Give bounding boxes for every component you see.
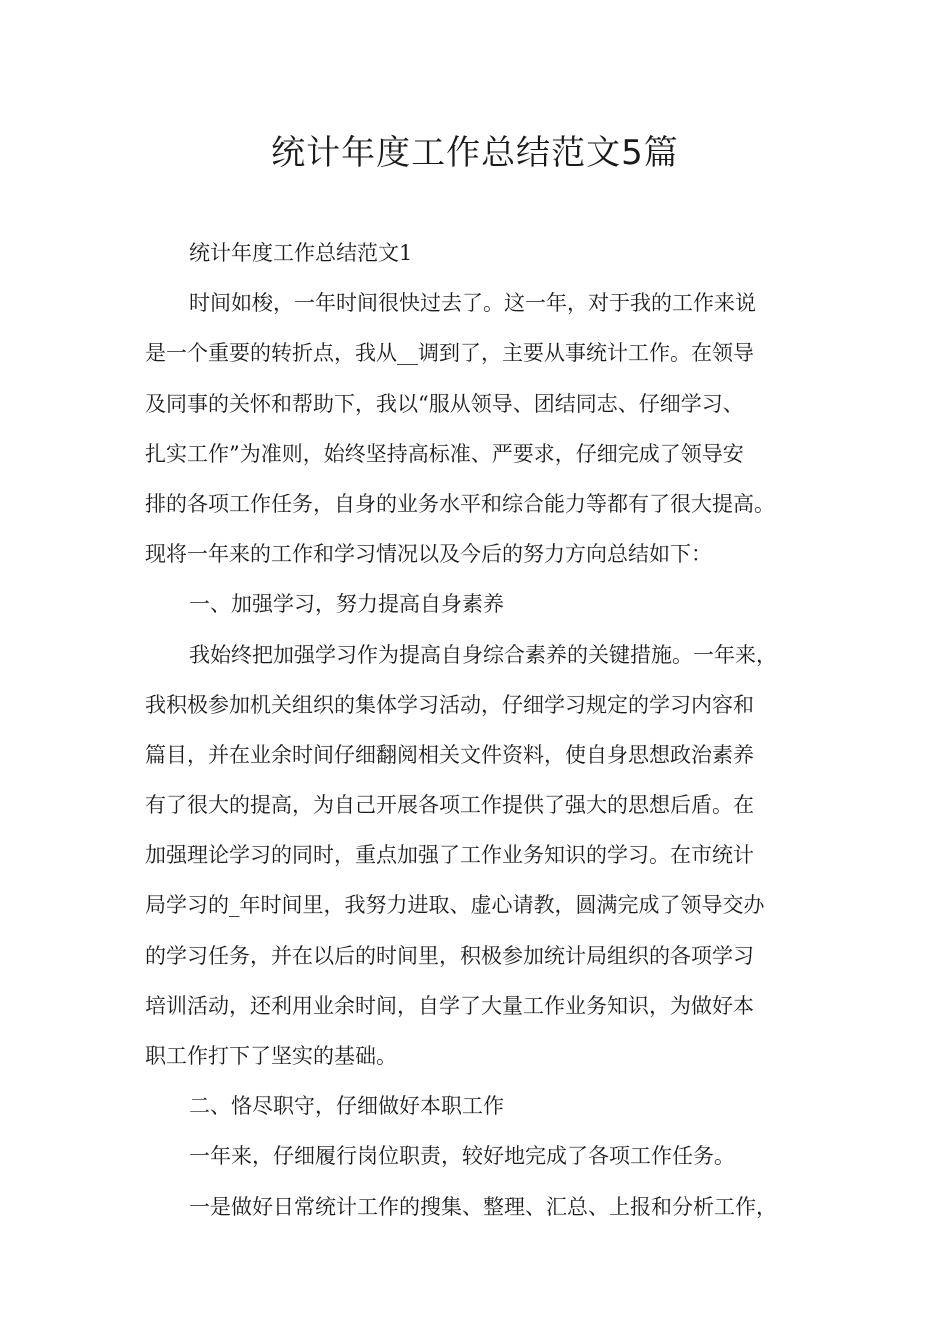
paragraph-first-line: 时间如梭，一年时间很快过去了。这一年，对于我的工作来说: [189, 291, 756, 316]
document-body: [145, 228, 825, 1232]
paragraph-first-line: 二、恪尽职守，仔细做好本职工作: [189, 1094, 504, 1119]
paragraph-line: 局学习的_年时间里，我努力进取、虚心请教，圆满完成了领导交办: [145, 893, 765, 918]
paragraph-first-line: 我始终把加强学习作为提高自身综合素养的关键措施。一年来，: [189, 642, 777, 667]
paragraph-line: 是一个重要的转折点，我从__调到了，主要从事统计工作。在领导: [145, 341, 754, 366]
paragraph-line: 的学习任务，并在以后的时间里，积极参加统计局组织的各项学习: [145, 943, 754, 968]
paragraph-first-line: 一是做好日常统计工作的搜集、整理、汇总、上报和分析工作，: [189, 1194, 777, 1219]
paragraph-line: 现将一年来的工作和学习情况以及今后的努力方向总结如下：: [145, 542, 712, 567]
paragraph-line: 扎实工作”为准则，始终坚持高标准、严要求，仔细完成了领导安: [145, 441, 744, 466]
paragraph-line: 及同事的关怀和帮助下，我以“服从领导、团结同志、仔细学习、: [145, 391, 744, 416]
paragraph-first-line: 一、加强学习，努力提高自身素养: [189, 592, 504, 617]
paragraph-line: 排的各项工作任务，自身的业务水平和综合能力等都有了很大提高。: [145, 491, 775, 516]
paragraph-first-line: 一年来，仔细履行岗位职责，较好地完成了各项工作任务。: [189, 1144, 735, 1169]
paragraph-line: 加强理论学习的同时，重点加强了工作业务知识的学习。在市统计: [145, 843, 754, 868]
paragraph-line: 培训活动，还利用业余时间，自学了大量工作业务知识，为做好本: [145, 993, 754, 1018]
paragraph-line: 篇目，并在业余时间仔细翻阅相关文件资料，使自身思想政治素养: [145, 742, 754, 767]
paragraph-line: 职工作打下了坚实的基础。: [145, 1044, 397, 1068]
paragraph-line: 我积极参加机关组织的集体学习活动，仔细学习规定的学习内容和: [145, 692, 754, 717]
paragraph-line: 有了很大的提高，为自己开展各项工作提供了强大的思想后盾。在: [145, 793, 754, 818]
paragraph-first-line: 统计年度工作总结范文1: [189, 241, 413, 265]
document-title: 统计年度工作总结范文5篇: [271, 133, 679, 173]
